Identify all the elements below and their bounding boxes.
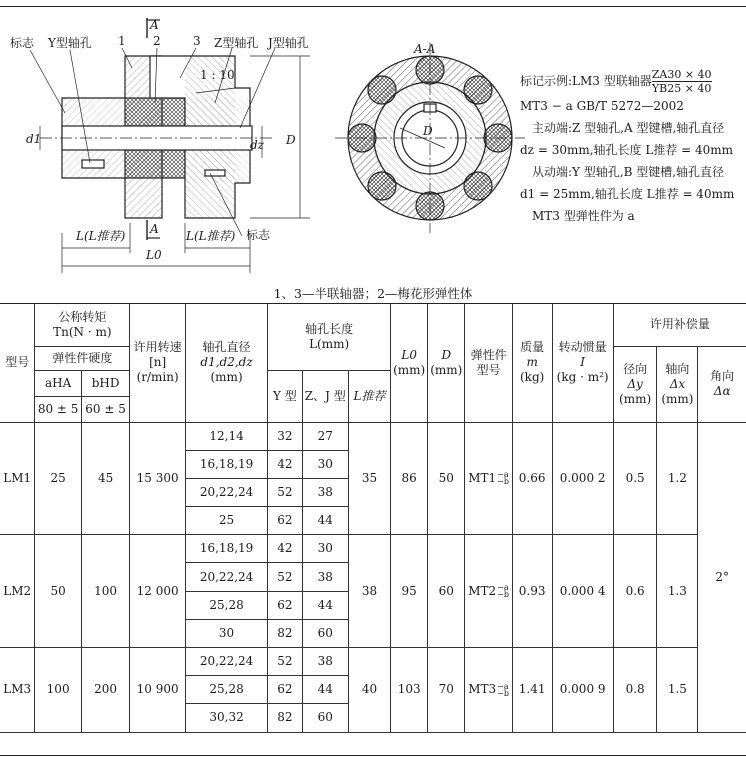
cell-D: 70 xyxy=(428,648,465,733)
th-bore-dia: 轴孔直径 d1,d2,dz (mm) xyxy=(185,304,267,422)
elastic-variants: −a −b xyxy=(497,583,509,600)
th-aHA-value: 80 ± 5 xyxy=(35,396,81,422)
example-frac-num: ZA30 × 40 xyxy=(651,68,712,81)
label-L-right: L(L推荐) xyxy=(186,229,236,243)
label-section-title: A-A xyxy=(414,42,436,56)
th-mass: 质量 m (kg) xyxy=(512,304,552,422)
cell-elastic xyxy=(465,648,512,733)
label-taper: 1 : 10 xyxy=(200,68,235,82)
cell-l-rec: 38 xyxy=(348,535,390,648)
figure-area xyxy=(0,8,746,308)
cell-speed: 10 900 xyxy=(130,648,186,733)
cell-torque-aHA: 50 xyxy=(35,535,81,648)
th-angular: 角向 Δα xyxy=(698,346,746,422)
cell-y-length: 62 xyxy=(268,591,302,619)
cell-torque-bHD: 200 xyxy=(81,648,129,733)
cell-torque-bHD: 45 xyxy=(81,422,129,535)
cell-bore-dia: 30,32 xyxy=(185,704,267,732)
cell-model: LM3 xyxy=(0,648,35,733)
cell-bore-dia: 12,14 xyxy=(185,422,267,450)
th-torque: 公称转矩 Tn(N · m) xyxy=(35,304,130,346)
label-dz: dz xyxy=(250,138,265,152)
table-row xyxy=(0,535,746,563)
example-line2: MT3 − a GB/T 5272—2002 xyxy=(520,99,684,113)
th-axial: 轴向 Δx (mm) xyxy=(657,346,698,422)
th-inertia: 转动惯量 I (kg · m²) xyxy=(552,304,613,422)
cell-y-length: 42 xyxy=(268,535,302,563)
cell-D: 50 xyxy=(428,422,465,535)
variant-a: a xyxy=(503,681,509,691)
elastic-model: MT1 xyxy=(468,470,497,485)
cell-y-length: 62 xyxy=(268,676,302,704)
label-section-mark: A xyxy=(150,18,159,32)
cell-mass: 0.93 xyxy=(512,535,552,648)
cell-model: LM1 xyxy=(0,422,35,535)
elastic-variants: −a −b xyxy=(497,681,509,698)
th-y-type: Y 型 xyxy=(268,370,302,422)
cell-bore-dia: 20,22,24 xyxy=(185,563,267,591)
table-body xyxy=(0,422,746,732)
cell-zj-length: 27 xyxy=(302,422,348,450)
label-section-D: D xyxy=(423,124,433,138)
cell-speed: 15 300 xyxy=(130,422,186,535)
cell-model: LM2 xyxy=(0,535,35,648)
example-element: MT3 型弹性件为 a xyxy=(532,209,635,223)
cell-bore-dia: 25,28 xyxy=(185,591,267,619)
cell-inertia: 0.000 4 xyxy=(552,535,613,648)
cell-zj-length: 38 xyxy=(302,648,348,676)
cell-L0: 86 xyxy=(391,422,428,535)
label-D: D xyxy=(286,133,296,147)
cell-L0: 95 xyxy=(391,535,428,648)
cell-zj-length: 44 xyxy=(302,507,348,535)
label-y-bore: Y型轴孔 xyxy=(48,36,92,50)
cell-angular: 2° xyxy=(698,422,746,732)
elastic-model: MT3 xyxy=(468,682,497,697)
label-L-left: L(L推荐) xyxy=(76,229,126,243)
cell-elastic xyxy=(465,535,512,648)
example-frac-den: YB25 × 40 xyxy=(651,82,712,95)
label-part-2: 2 xyxy=(153,34,161,48)
cell-L0: 103 xyxy=(391,648,428,733)
cell-zj-length: 44 xyxy=(302,591,348,619)
coupling-spec-table xyxy=(0,304,746,733)
cell-zj-length: 30 xyxy=(302,450,348,478)
figure-caption: 1、3—半联轴器；2—梅花形弹性体 xyxy=(273,286,473,301)
cell-bore-dia: 30 xyxy=(185,619,267,647)
th-L0: L0 (mm) xyxy=(391,304,428,422)
cell-y-length: 42 xyxy=(268,450,302,478)
marking-example xyxy=(520,68,742,227)
cell-torque-aHA: 25 xyxy=(35,422,81,535)
cell-zj-length: 38 xyxy=(302,478,348,506)
th-l-rec: L推荐 xyxy=(348,370,390,422)
label-L0: L0 xyxy=(146,248,162,262)
cell-y-length: 52 xyxy=(268,563,302,591)
elastic-variants: −a −b xyxy=(497,470,509,487)
table-bottom-rule xyxy=(0,755,746,756)
cell-zj-length: 38 xyxy=(302,563,348,591)
label-part-3: 3 xyxy=(193,34,201,48)
cell-mass: 0.66 xyxy=(512,422,552,535)
th-bHD-value: 60 ± 5 xyxy=(81,396,129,422)
th-radial: 径向 Δy (mm) xyxy=(613,346,657,422)
cell-l-rec: 40 xyxy=(348,648,390,733)
table-row xyxy=(0,648,746,676)
variant-a: a xyxy=(503,583,509,593)
cell-bore-dia: 16,18,19 xyxy=(185,450,267,478)
label-biaozhi-top: 标志 xyxy=(10,36,35,50)
cell-bore-dia: 25,28 xyxy=(185,676,267,704)
cell-y-length: 52 xyxy=(268,478,302,506)
cell-bore-dia: 25 xyxy=(185,507,267,535)
label-biaozhi-bottom: 标志 xyxy=(246,228,271,242)
cell-bore-dia: 20,22,24 xyxy=(185,648,267,676)
cell-zj-length: 44 xyxy=(302,676,348,704)
example-driven: 从动端:Y 型轴孔,B 型键槽,轴孔直径 d1 = 25mm,轴孔长度 L推荐 = 40mm xyxy=(520,165,735,201)
label-z-bore: Z型轴孔 xyxy=(214,36,259,50)
cell-bore-dia: 20,22,24 xyxy=(185,478,267,506)
th-bHD: bHD xyxy=(81,370,129,396)
th-compensation: 许用补偿量 xyxy=(613,304,746,346)
th-bore-len: 轴孔长度 L(mm) xyxy=(268,304,391,370)
th-elastic: 弹性件型号 xyxy=(465,304,512,422)
example-line1: 标记示例:LM3 型联轴器 xyxy=(520,74,652,88)
variant-b: b xyxy=(503,688,509,698)
cell-l-rec: 35 xyxy=(348,422,390,535)
label-part-1: 1 xyxy=(118,34,126,48)
variant-a: a xyxy=(503,470,509,480)
label-d1: d1 xyxy=(26,132,42,146)
cell-axial: 1.5 xyxy=(657,648,698,733)
cell-torque-bHD: 100 xyxy=(81,535,129,648)
cell-elastic xyxy=(465,422,512,535)
th-aHA: aHA xyxy=(35,370,81,396)
label-A-bottom: A xyxy=(150,222,159,236)
cell-y-length: 82 xyxy=(268,619,302,647)
cell-radial: 0.8 xyxy=(613,648,657,733)
cell-inertia: 0.000 2 xyxy=(552,422,613,535)
th-model: 型号 xyxy=(0,304,35,422)
cell-zj-length: 60 xyxy=(302,619,348,647)
th-speed: 许用转速 [n] (r/min) xyxy=(130,304,186,422)
top-rule xyxy=(0,6,746,7)
cell-bore-dia: 16,18,19 xyxy=(185,535,267,563)
cell-zj-length: 30 xyxy=(302,535,348,563)
th-hardness: 弹性件硬度 xyxy=(35,346,130,370)
table-row xyxy=(0,422,746,450)
cell-speed: 12 000 xyxy=(130,535,186,648)
variant-b: b xyxy=(503,590,509,600)
elastic-model: MT2 xyxy=(468,583,497,598)
label-j-bore: J型轴孔 xyxy=(268,36,309,50)
cell-axial: 1.3 xyxy=(657,535,698,648)
cell-mass: 1.41 xyxy=(512,648,552,733)
cell-radial: 0.6 xyxy=(613,535,657,648)
cell-zj-length: 60 xyxy=(302,704,348,732)
cell-axial: 1.2 xyxy=(657,422,698,535)
section-view xyxy=(335,43,525,233)
example-drive: 主动端:Z 型轴孔,A 型键槽,轴孔直径 dz = 30mm,轴孔长度 L推荐 = 40mm xyxy=(520,121,734,157)
cell-radial: 0.5 xyxy=(613,422,657,535)
cell-y-length: 62 xyxy=(268,507,302,535)
cell-y-length: 52 xyxy=(268,648,302,676)
cell-D: 60 xyxy=(428,535,465,648)
th-zj-type: Z、J 型 xyxy=(302,370,348,422)
th-D: D (mm) xyxy=(428,304,465,422)
cell-y-length: 32 xyxy=(268,422,302,450)
cell-torque-aHA: 100 xyxy=(35,648,81,733)
cell-inertia: 0.000 9 xyxy=(552,648,613,733)
cell-y-length: 82 xyxy=(268,704,302,732)
variant-b: b xyxy=(503,477,509,487)
